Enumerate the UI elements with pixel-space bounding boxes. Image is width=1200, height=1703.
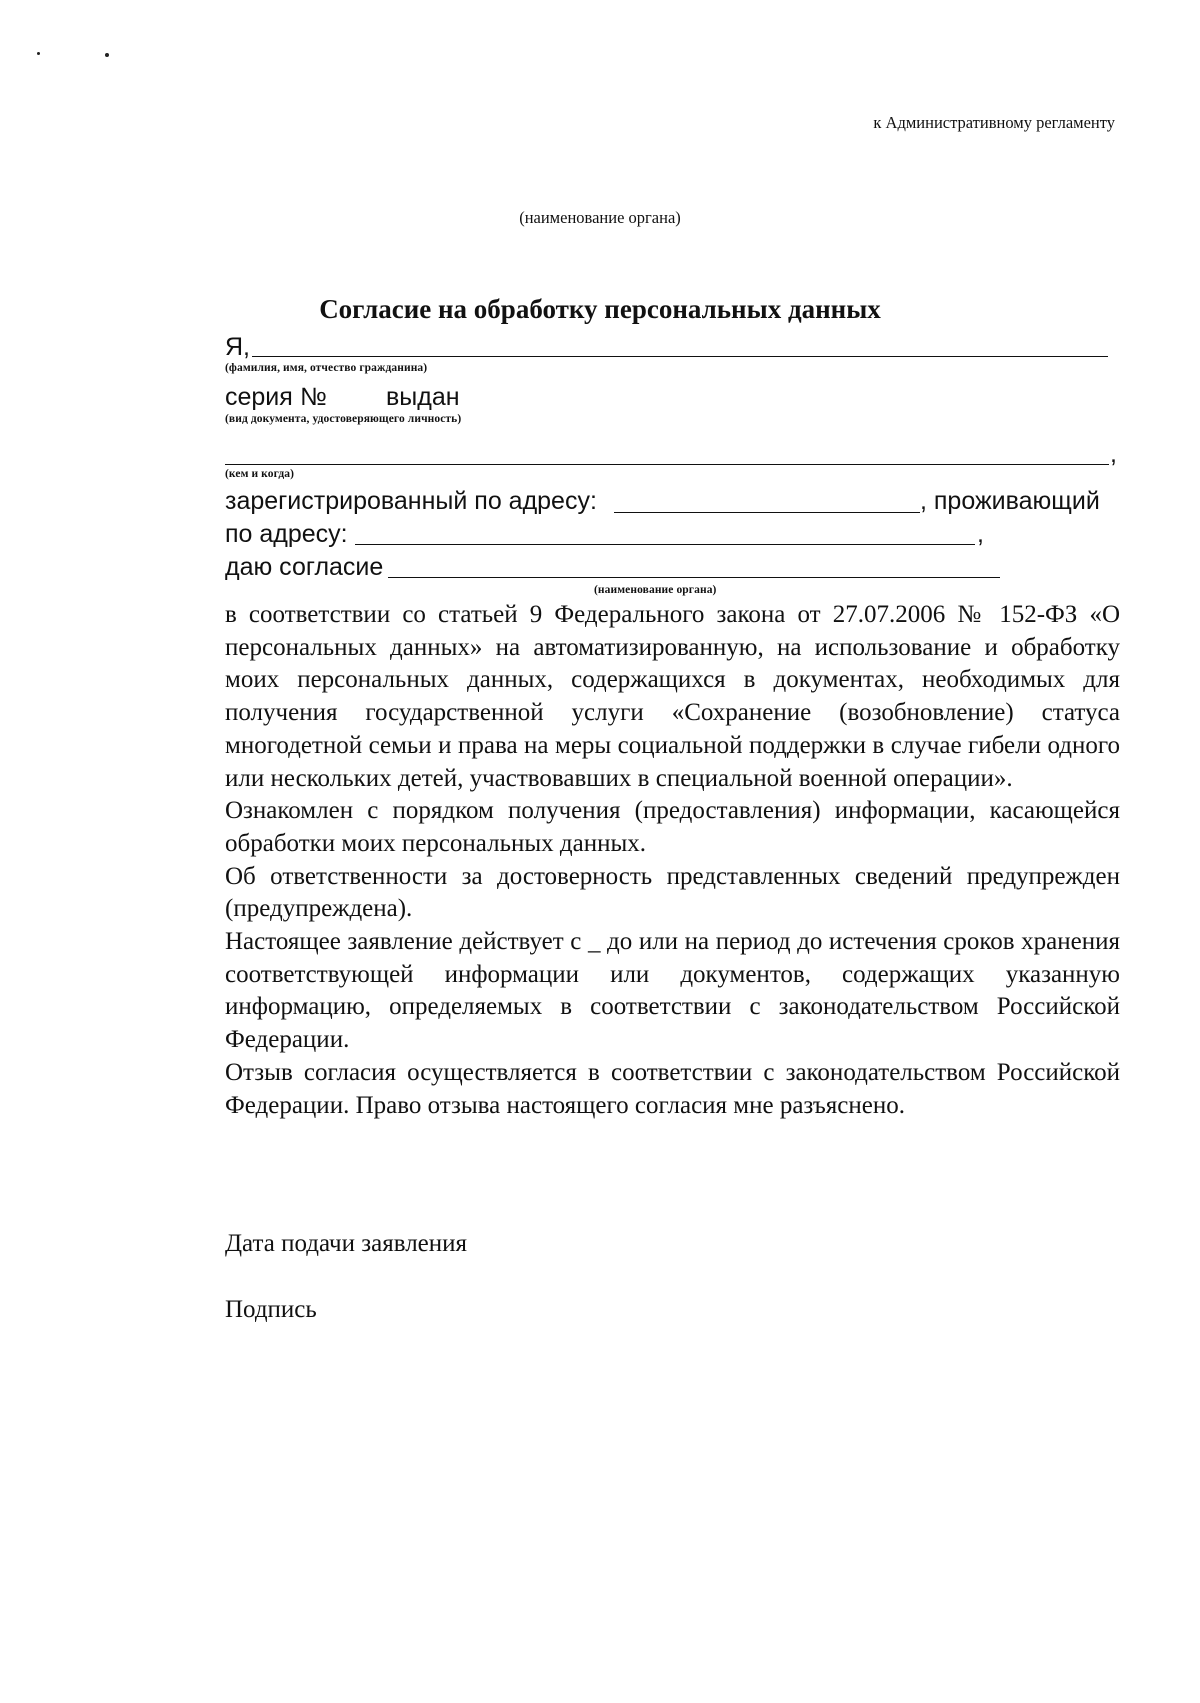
body-paragraph: в соответствии со статьей 9 Федерального закона от 27.07.2006 № 152-ФЗ «О персональных данных» на автоматизированную, на использование и обработку моих персональных данных, содержащихся в документах, необходимых для получения государственной услуги «Сохранение (возобновление) статуса многодетной семьи и права на меры социальной поддержки в случае гибели одного или нескольких детей, участвовавших в специальной военной операции». <box>225 601 1120 792</box>
issued-by-caption: (кем и когда) <box>225 468 295 480</box>
scan-speck <box>105 53 109 57</box>
organ-name-caption: (наименование органа) <box>519 208 681 227</box>
fio-underline <box>252 356 1108 357</box>
body-paragraph: Настоящее заявление действует с _ до или на период до истечения сроков хранения соответствующей информации или документов, содержащих указанную информацию, определяемых в соответствии с законодательством Российской Федерации. <box>225 928 1120 1054</box>
ya-label: Я, <box>225 333 250 361</box>
fio-caption: (фамилия, имя, отчество гражданина) <box>225 362 428 374</box>
consent-body <box>225 599 1120 1122</box>
body-paragraph: Ознакомлен с порядком получения (предоставления) информации, касающейся обработки моих персональных данных. <box>225 797 1120 857</box>
consent-label: даю согласие <box>225 553 384 581</box>
body-paragraph: Отзыв согласия осуществляется в соответствии с законодательством Российской Федерации. Право отзыва настоящего согласия мне разъяснено. <box>225 1058 1120 1119</box>
living-address-label: по адресу: <box>225 520 348 548</box>
body-paragraph: Об ответственности за достоверность представленных сведений предупрежден (предупреждена). <box>225 862 1120 923</box>
consent-organ-caption: (наименование органа) <box>594 584 717 596</box>
issued-by-underline <box>225 464 1109 465</box>
living-label: , проживающий <box>920 487 1100 515</box>
comma: , <box>1110 440 1117 468</box>
scan-speck <box>37 52 40 55</box>
consent-organ-underline <box>388 577 1000 578</box>
document-title: Согласие на обработку персональных данных <box>319 294 881 324</box>
document-type-caption: (вид документа, удостоверяющего личность) <box>225 413 462 425</box>
vydan-label: выдан <box>386 383 460 411</box>
comma: , <box>977 520 984 548</box>
seriya-label: серия <box>225 383 293 411</box>
registered-address-underline <box>614 512 920 513</box>
living-address-underline <box>355 544 975 545</box>
signature-label: Подпись <box>225 1296 317 1323</box>
registered-address-label: зарегистрированный по адресу: <box>225 487 597 515</box>
regulation-reference: к Административному регламенту <box>873 113 1115 132</box>
submission-date-label: Дата подачи заявления <box>225 1230 468 1257</box>
nomer-label: № <box>300 383 327 411</box>
